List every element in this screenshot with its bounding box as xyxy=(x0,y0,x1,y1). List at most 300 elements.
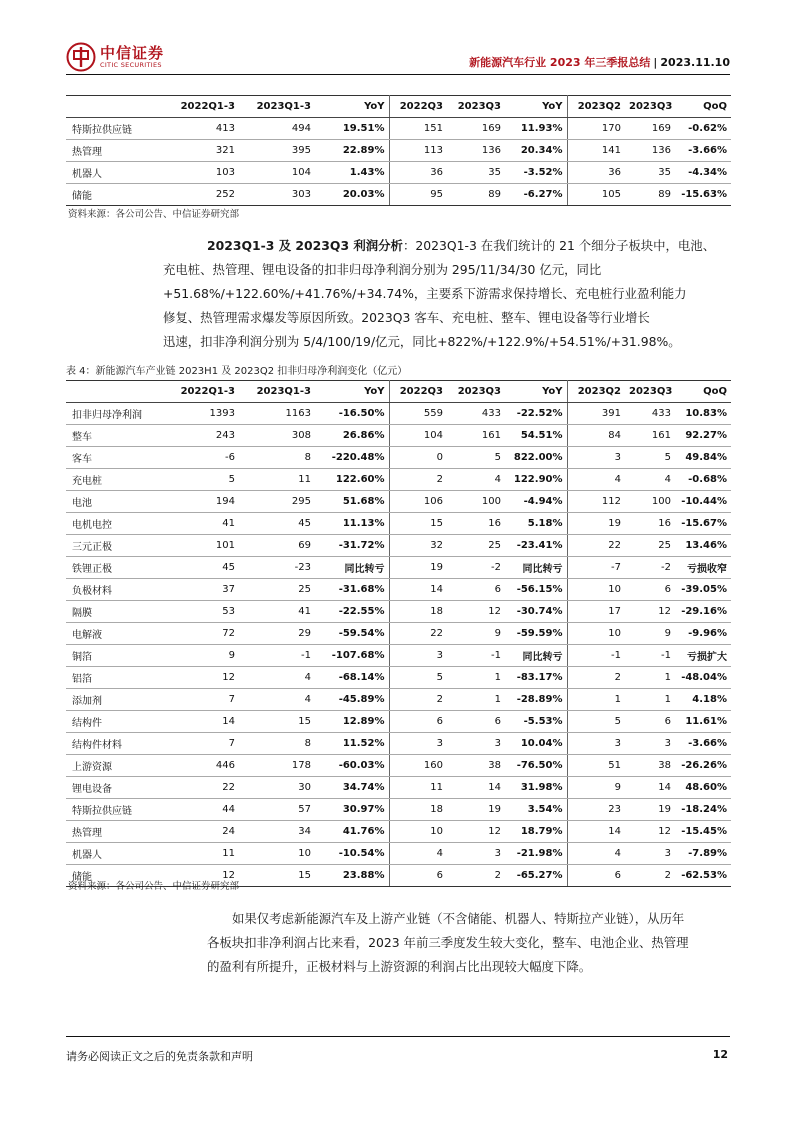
value-cell: 18 xyxy=(389,601,447,623)
value-cell: 1 xyxy=(567,689,625,711)
table-row xyxy=(66,403,731,425)
value-cell: 亏损收窄 xyxy=(675,557,731,579)
value-cell: 30 xyxy=(239,777,315,799)
value-cell: -2 xyxy=(625,557,675,579)
value-cell: 391 xyxy=(567,403,625,425)
value-cell: 22 xyxy=(169,777,239,799)
value-cell: 5 xyxy=(447,447,505,469)
value-cell: -22.55% xyxy=(315,601,389,623)
value-cell: 16 xyxy=(447,513,505,535)
value-cell: -62.53% xyxy=(675,865,731,887)
value-cell: 19 xyxy=(567,513,625,535)
value-cell: 136 xyxy=(625,140,675,162)
table-header-row xyxy=(66,96,731,118)
value-cell: -1 xyxy=(567,645,625,667)
value-cell: 6 xyxy=(625,711,675,733)
value-cell: 194 xyxy=(169,491,239,513)
logo-english: CITIC SECURITIES xyxy=(100,60,162,69)
value-cell: -21.98% xyxy=(505,843,567,865)
analysis-paragraph xyxy=(163,234,727,354)
value-cell: 51.68% xyxy=(315,491,389,513)
row-label-cell: 结构件 xyxy=(66,711,169,733)
value-cell: 4 xyxy=(567,843,625,865)
value-cell: 160 xyxy=(389,755,447,777)
row-label-cell: 负极材料 xyxy=(66,579,169,601)
value-cell: 32 xyxy=(389,535,447,557)
value-cell: -0.68% xyxy=(675,469,731,491)
value-cell: 89 xyxy=(625,184,675,206)
value-cell: -22.52% xyxy=(505,403,567,425)
value-cell: 44 xyxy=(169,799,239,821)
paragraph-line: 如果仅考虑新能源汽车及上游产业链（不含储能、机器人、特斯拉产业链），从历年 xyxy=(232,911,685,926)
value-cell: 3 xyxy=(625,733,675,755)
value-cell: 0 xyxy=(389,447,447,469)
value-cell: 10 xyxy=(567,623,625,645)
value-cell: 4 xyxy=(389,843,447,865)
value-cell: 559 xyxy=(389,403,447,425)
value-cell: 25 xyxy=(625,535,675,557)
value-cell: -48.04% xyxy=(675,667,731,689)
value-cell: 36 xyxy=(389,162,447,184)
table-row xyxy=(66,425,731,447)
header-cell: YoY xyxy=(505,96,567,118)
header-cell: 2023Q3 xyxy=(625,96,675,118)
value-cell: 5.18% xyxy=(505,513,567,535)
table-row xyxy=(66,469,731,491)
value-cell: 2 xyxy=(389,689,447,711)
row-label-cell: 特斯拉供应链 xyxy=(66,799,169,821)
table-header-row xyxy=(66,381,731,403)
value-cell: 24 xyxy=(169,821,239,843)
logo-chinese: 中信证券 xyxy=(100,43,165,62)
value-cell: 303 xyxy=(239,184,315,206)
value-cell: -65.27% xyxy=(505,865,567,887)
row-label-cell: 电池 xyxy=(66,491,169,513)
value-cell: 141 xyxy=(567,140,625,162)
value-cell: 6 xyxy=(447,711,505,733)
value-cell: 6 xyxy=(567,865,625,887)
value-cell: 12 xyxy=(447,601,505,623)
paragraph-line: 各板块扣非净利润占比来看，2023 年前三季度发生较大变化，整车、电池企业、热管理 xyxy=(207,935,689,950)
value-cell: 14 xyxy=(625,777,675,799)
value-cell: 2 xyxy=(567,667,625,689)
title-separator: | xyxy=(653,56,658,69)
value-cell: 3 xyxy=(447,843,505,865)
value-cell: 18.79% xyxy=(505,821,567,843)
value-cell: -31.68% xyxy=(315,579,389,601)
value-cell: 122.90% xyxy=(505,469,567,491)
value-cell: 51 xyxy=(567,755,625,777)
value-cell: 1 xyxy=(447,667,505,689)
value-cell: 35 xyxy=(625,162,675,184)
paragraph-line: 充电桩、热管理、锂电设备的扣非归母净利润分别为 295/11/34/30 亿元，同比 xyxy=(163,262,602,277)
row-label-cell: 上游资源 xyxy=(66,755,169,777)
table-row xyxy=(66,162,731,184)
value-cell: 5 xyxy=(389,667,447,689)
value-cell: 3 xyxy=(389,645,447,667)
header-cell xyxy=(66,381,169,403)
row-label-cell: 热管理 xyxy=(66,140,169,162)
paragraph-line: +51.68%/+122.60%/+41.76%/+34.74%，主要系下游需求保持增长、充电桩行业盈利能力 xyxy=(163,286,687,301)
value-cell: 22.89% xyxy=(315,140,389,162)
value-cell: 17 xyxy=(567,601,625,623)
value-cell: 4 xyxy=(239,689,315,711)
value-cell: 178 xyxy=(239,755,315,777)
value-cell: 15 xyxy=(239,865,315,887)
row-label-cell: 热管理 xyxy=(66,821,169,843)
header-cell: YoY xyxy=(505,381,567,403)
header-cell: 2022Q3 xyxy=(389,381,447,403)
value-cell: -0.62% xyxy=(675,118,731,140)
row-label-cell: 机器人 xyxy=(66,162,169,184)
value-cell: 3 xyxy=(567,733,625,755)
value-cell: -220.48% xyxy=(315,447,389,469)
value-cell: 15 xyxy=(389,513,447,535)
paragraph-line-text: ：2023Q1-3 在我们统计的 21 个细分子板块中，电池、 xyxy=(402,238,716,253)
value-cell: 同比转亏 xyxy=(505,645,567,667)
table-row xyxy=(66,777,731,799)
row-label-cell: 特斯拉供应链 xyxy=(66,118,169,140)
value-cell: 3 xyxy=(447,733,505,755)
value-cell: 243 xyxy=(169,425,239,447)
header-divider xyxy=(66,74,730,75)
value-cell: 151 xyxy=(389,118,447,140)
table-row xyxy=(66,491,731,513)
value-cell: 18 xyxy=(389,799,447,821)
value-cell: 169 xyxy=(625,118,675,140)
value-cell: 29 xyxy=(239,623,315,645)
row-label-cell: 电机电控 xyxy=(66,513,169,535)
header-cell: 2023Q3 xyxy=(625,381,675,403)
value-cell: -26.26% xyxy=(675,755,731,777)
value-cell: 38 xyxy=(447,755,505,777)
value-cell: 69 xyxy=(239,535,315,557)
report-title-bar xyxy=(469,54,730,70)
footer-disclaimer: 请务必阅读正文之后的免责条款和声明 xyxy=(66,1050,253,1063)
value-cell: 12 xyxy=(169,667,239,689)
value-cell: 4 xyxy=(447,469,505,491)
value-cell: 1 xyxy=(447,689,505,711)
value-cell: -7 xyxy=(567,557,625,579)
value-cell: -60.03% xyxy=(315,755,389,777)
value-cell: -28.89% xyxy=(505,689,567,711)
value-cell: 13.46% xyxy=(675,535,731,557)
value-cell: 252 xyxy=(169,184,239,206)
row-label-cell: 锂电设备 xyxy=(66,777,169,799)
table-row xyxy=(66,513,731,535)
table-row xyxy=(66,535,731,557)
value-cell: -30.74% xyxy=(505,601,567,623)
header-cell: 2022Q1-3 xyxy=(169,381,239,403)
table-row xyxy=(66,118,731,140)
value-cell: 5 xyxy=(625,447,675,469)
value-cell: 104 xyxy=(389,425,447,447)
value-cell: 105 xyxy=(567,184,625,206)
table-main-body xyxy=(66,403,731,887)
table-row xyxy=(66,821,731,843)
value-cell: -3.66% xyxy=(675,733,731,755)
table-row xyxy=(66,843,731,865)
value-cell: 3 xyxy=(567,447,625,469)
value-cell: 161 xyxy=(447,425,505,447)
value-cell: 170 xyxy=(567,118,625,140)
value-cell: 161 xyxy=(625,425,675,447)
value-cell: 106 xyxy=(389,491,447,513)
value-cell: 9 xyxy=(567,777,625,799)
profit-table-top xyxy=(66,95,731,206)
value-cell: 7 xyxy=(169,689,239,711)
value-cell: 9 xyxy=(169,645,239,667)
row-label-cell: 扣非归母净利润 xyxy=(66,403,169,425)
table-row xyxy=(66,755,731,777)
value-cell: -1 xyxy=(239,645,315,667)
value-cell: 92.27% xyxy=(675,425,731,447)
table-top-body xyxy=(66,118,731,206)
value-cell: -39.05% xyxy=(675,579,731,601)
value-cell: 22 xyxy=(567,535,625,557)
value-cell: 25 xyxy=(239,579,315,601)
value-cell: 295 xyxy=(239,491,315,513)
value-cell: -15.63% xyxy=(675,184,731,206)
value-cell: 26.86% xyxy=(315,425,389,447)
value-cell: 12.89% xyxy=(315,711,389,733)
value-cell: -59.54% xyxy=(315,623,389,645)
value-cell: 35 xyxy=(447,162,505,184)
value-cell: 19 xyxy=(389,557,447,579)
row-label-cell: 隔膜 xyxy=(66,601,169,623)
value-cell: 89 xyxy=(447,184,505,206)
value-cell: 10 xyxy=(239,843,315,865)
value-cell: 19.51% xyxy=(315,118,389,140)
value-cell: 433 xyxy=(447,403,505,425)
value-cell: 31.98% xyxy=(505,777,567,799)
table-row xyxy=(66,645,731,667)
row-label-cell: 储能 xyxy=(66,184,169,206)
value-cell: 100 xyxy=(625,491,675,513)
value-cell: 103 xyxy=(169,162,239,184)
header-cell: 2022Q1-3 xyxy=(169,96,239,118)
value-cell: 30.97% xyxy=(315,799,389,821)
value-cell: -29.16% xyxy=(675,601,731,623)
row-label-cell: 整车 xyxy=(66,425,169,447)
value-cell: 395 xyxy=(239,140,315,162)
header-cell: 2023Q3 xyxy=(447,381,505,403)
value-cell: -1 xyxy=(447,645,505,667)
value-cell: 4.18% xyxy=(675,689,731,711)
value-cell: 57 xyxy=(239,799,315,821)
value-cell: 136 xyxy=(447,140,505,162)
value-cell: 112 xyxy=(567,491,625,513)
citic-logo-icon xyxy=(66,42,96,72)
value-cell: 14 xyxy=(567,821,625,843)
header-cell: QoQ xyxy=(675,96,731,118)
value-cell: 6 xyxy=(389,711,447,733)
value-cell: 19 xyxy=(447,799,505,821)
table-row xyxy=(66,667,731,689)
value-cell: 100 xyxy=(447,491,505,513)
value-cell: 5 xyxy=(169,469,239,491)
value-cell: 1163 xyxy=(239,403,315,425)
value-cell: 11 xyxy=(239,469,315,491)
value-cell: -45.89% xyxy=(315,689,389,711)
value-cell: -31.72% xyxy=(315,535,389,557)
value-cell: -5.53% xyxy=(505,711,567,733)
value-cell: 15 xyxy=(239,711,315,733)
value-cell: 308 xyxy=(239,425,315,447)
value-cell: -6 xyxy=(169,447,239,469)
header-cell: 2023Q2 xyxy=(567,381,625,403)
value-cell: 12 xyxy=(169,865,239,887)
header-cell: 2023Q1-3 xyxy=(239,381,315,403)
value-cell: -15.67% xyxy=(675,513,731,535)
paragraph-line xyxy=(207,234,727,258)
row-label-cell: 铁锂正极 xyxy=(66,557,169,579)
value-cell: 同比转亏 xyxy=(505,557,567,579)
value-cell: 1393 xyxy=(169,403,239,425)
value-cell: -7.89% xyxy=(675,843,731,865)
value-cell: 亏损扩大 xyxy=(675,645,731,667)
value-cell: 822.00% xyxy=(505,447,567,469)
value-cell: 2 xyxy=(447,865,505,887)
profit-table-main xyxy=(66,380,731,887)
value-cell: -1 xyxy=(625,645,675,667)
value-cell: -23.41% xyxy=(505,535,567,557)
value-cell: 10 xyxy=(567,579,625,601)
value-cell: 20.03% xyxy=(315,184,389,206)
row-label-cell: 铝箔 xyxy=(66,667,169,689)
header-cell xyxy=(66,96,169,118)
source-note-top: 资料来源：各公司公告、中信证券研究部 xyxy=(68,209,240,220)
citic-logo xyxy=(66,40,164,74)
row-label-cell: 结构件材料 xyxy=(66,733,169,755)
value-cell: -6.27% xyxy=(505,184,567,206)
report-date: 2023.11.10 xyxy=(660,56,730,69)
value-cell: -16.50% xyxy=(315,403,389,425)
value-cell: -4.34% xyxy=(675,162,731,184)
value-cell: 53 xyxy=(169,601,239,623)
value-cell: 54.51% xyxy=(505,425,567,447)
value-cell: -23 xyxy=(239,557,315,579)
paragraph-line: 迅速，扣非净利润分别为 5/4/100/19/亿元，同比+822%/+122.9%/+54.51%/+31.98%。 xyxy=(163,334,681,349)
report-title: 新能源汽车行业 2023 年三季报总结 xyxy=(469,56,651,69)
value-cell: 84 xyxy=(567,425,625,447)
value-cell: 446 xyxy=(169,755,239,777)
value-cell: -15.45% xyxy=(675,821,731,843)
value-cell: 34 xyxy=(239,821,315,843)
footer-divider xyxy=(66,1036,730,1037)
paragraph-lead: 2023Q1-3 及 2023Q3 利润分析 xyxy=(207,238,403,253)
value-cell: 19 xyxy=(625,799,675,821)
page-header xyxy=(66,40,730,76)
value-cell: 11.93% xyxy=(505,118,567,140)
value-cell: 10 xyxy=(389,821,447,843)
value-cell: 101 xyxy=(169,535,239,557)
row-label-cell: 储能 xyxy=(66,865,169,887)
source-note-main: 资料来源：各公司公告、中信证券研究部 xyxy=(68,881,240,892)
value-cell: -76.50% xyxy=(505,755,567,777)
value-cell: 6 xyxy=(389,865,447,887)
value-cell: 23.88% xyxy=(315,865,389,887)
value-cell: 113 xyxy=(389,140,447,162)
value-cell: 16 xyxy=(625,513,675,535)
row-label-cell: 充电桩 xyxy=(66,469,169,491)
table-row xyxy=(66,557,731,579)
table-caption: 表 4：新能源汽车产业链 2023H1 及 2023Q2 扣非归母净利润变化（亿元） xyxy=(66,366,408,377)
row-label-cell: 铜箔 xyxy=(66,645,169,667)
table-row xyxy=(66,623,731,645)
value-cell: 8 xyxy=(239,733,315,755)
header-cell: YoY xyxy=(315,96,389,118)
value-cell: -3.52% xyxy=(505,162,567,184)
value-cell: 4 xyxy=(567,469,625,491)
value-cell: 5 xyxy=(567,711,625,733)
value-cell: 8 xyxy=(239,447,315,469)
value-cell: 122.60% xyxy=(315,469,389,491)
page-number: 12 xyxy=(712,1048,728,1061)
value-cell: -10.44% xyxy=(675,491,731,513)
value-cell: 4 xyxy=(239,667,315,689)
value-cell: 7 xyxy=(169,733,239,755)
header-cell: YoY xyxy=(315,381,389,403)
value-cell: 48.60% xyxy=(675,777,731,799)
table-row xyxy=(66,601,731,623)
value-cell: 10.83% xyxy=(675,403,731,425)
table-row xyxy=(66,447,731,469)
value-cell: 45 xyxy=(169,557,239,579)
value-cell: -59.59% xyxy=(505,623,567,645)
value-cell: 11.52% xyxy=(315,733,389,755)
value-cell: -83.17% xyxy=(505,667,567,689)
value-cell: 14 xyxy=(447,777,505,799)
value-cell: 1.43% xyxy=(315,162,389,184)
table-row xyxy=(66,733,731,755)
paragraph-line: 的盈利有所提升，正极材料与上游资源的利润占比出现较大幅度下降。 xyxy=(207,959,592,974)
value-cell: 72 xyxy=(169,623,239,645)
value-cell: -3.66% xyxy=(675,140,731,162)
value-cell: -107.68% xyxy=(315,645,389,667)
value-cell: 12 xyxy=(625,821,675,843)
table-row xyxy=(66,799,731,821)
value-cell: 49.84% xyxy=(675,447,731,469)
value-cell: 11 xyxy=(389,777,447,799)
row-label-cell: 机器人 xyxy=(66,843,169,865)
value-cell: -56.15% xyxy=(505,579,567,601)
value-cell: 3.54% xyxy=(505,799,567,821)
value-cell: 12 xyxy=(447,821,505,843)
value-cell: 413 xyxy=(169,118,239,140)
value-cell: 14 xyxy=(169,711,239,733)
value-cell: 36 xyxy=(567,162,625,184)
value-cell: 34.74% xyxy=(315,777,389,799)
value-cell: 4 xyxy=(625,469,675,491)
table-row xyxy=(66,689,731,711)
value-cell: 3 xyxy=(389,733,447,755)
table-row xyxy=(66,711,731,733)
value-cell: 9 xyxy=(625,623,675,645)
row-label-cell: 客车 xyxy=(66,447,169,469)
value-cell: 321 xyxy=(169,140,239,162)
header-cell: 2022Q3 xyxy=(389,96,447,118)
value-cell: 同比转亏 xyxy=(315,557,389,579)
row-label-cell: 添加剂 xyxy=(66,689,169,711)
value-cell: 20.34% xyxy=(505,140,567,162)
value-cell: 12 xyxy=(625,601,675,623)
value-cell: -18.24% xyxy=(675,799,731,821)
value-cell: -68.14% xyxy=(315,667,389,689)
header-cell: QoQ xyxy=(675,381,731,403)
value-cell: 14 xyxy=(389,579,447,601)
value-cell: 25 xyxy=(447,535,505,557)
